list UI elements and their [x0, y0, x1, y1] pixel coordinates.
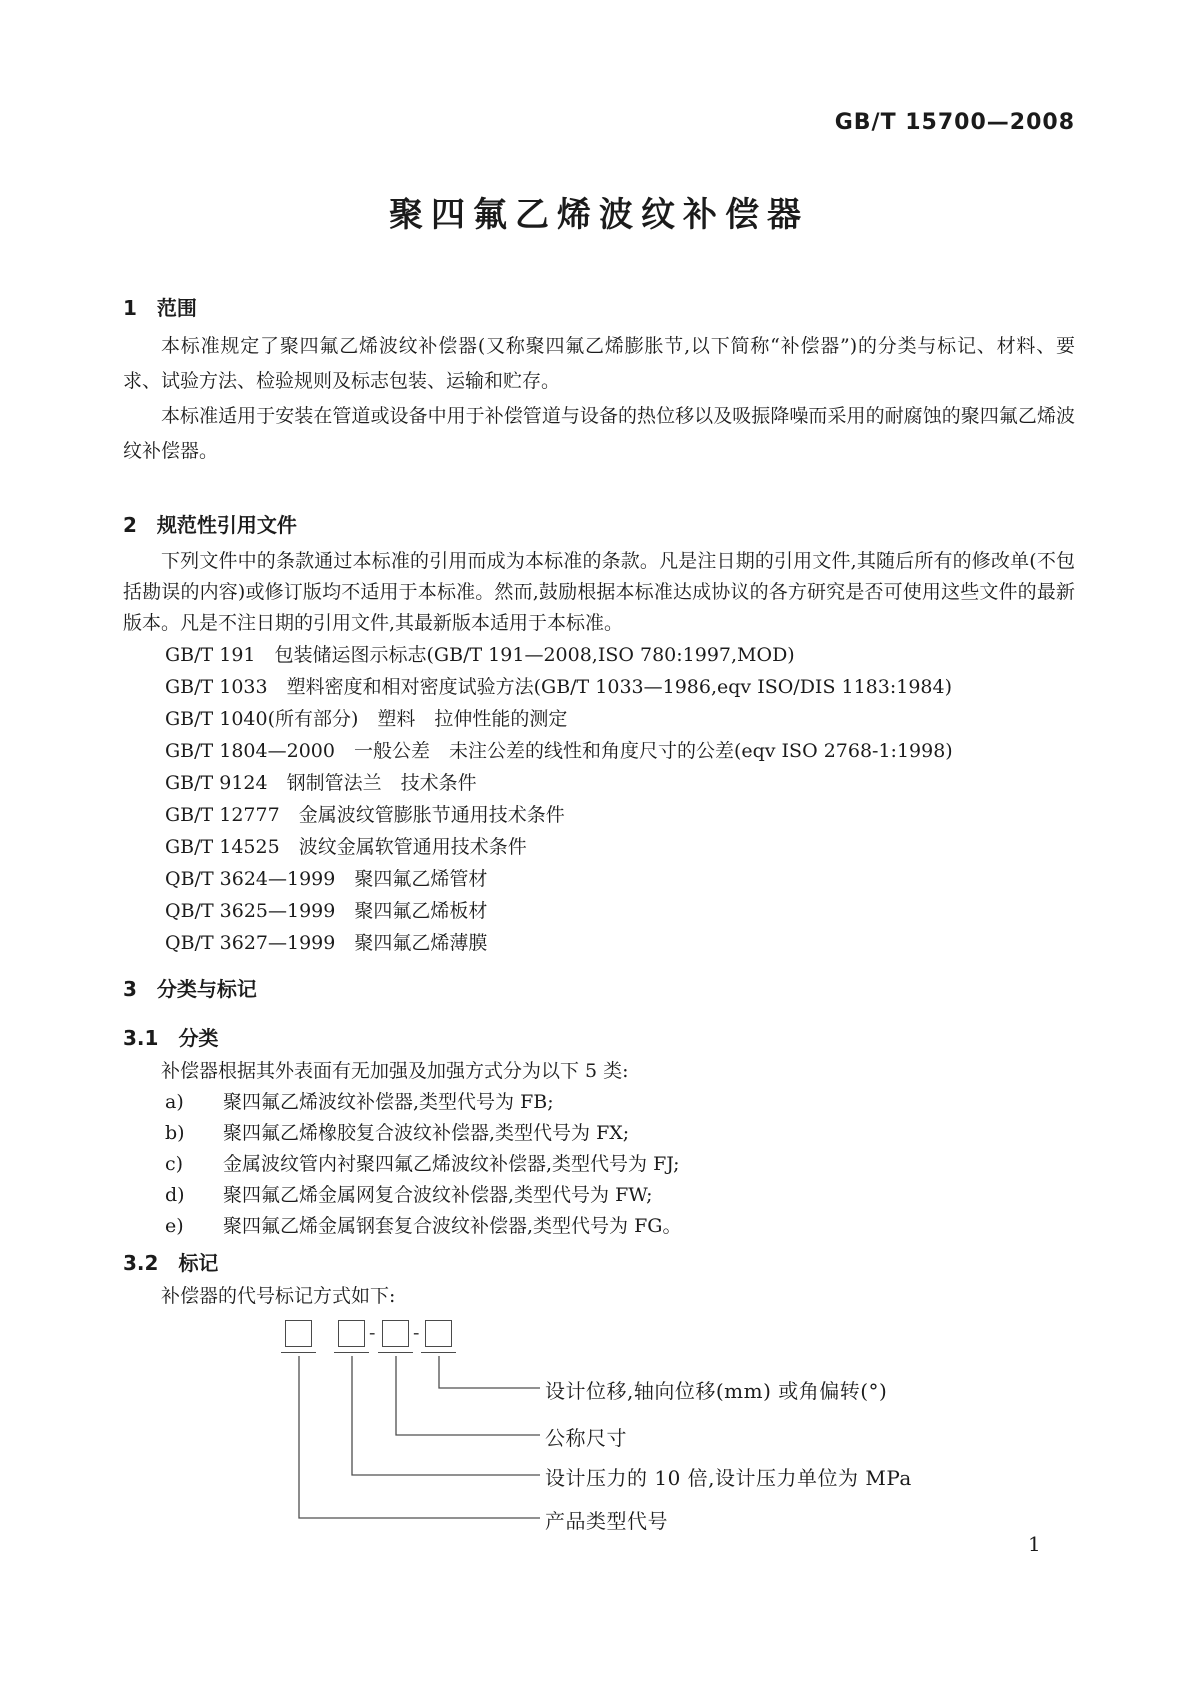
section-1-number: 1 [123, 296, 137, 320]
connector-lines [123, 1320, 883, 1548]
code-box-pressure [338, 1320, 365, 1347]
list-item [123, 1149, 1075, 1180]
section-1-paragraph-1: 本标准规定了聚四氟乙烯波纹补偿器(又称聚四氟乙烯膨胀节,以下简称“补偿器”)的分类与标记、材料、要求、试验方法、检验规则及标志包装、运输和贮存。 [123, 335, 1075, 392]
diagram-label-nominal-size: 公称尺寸 [545, 1426, 627, 1450]
section-1-title: 范围 [156, 296, 197, 320]
list-item [123, 1118, 1075, 1149]
code-box-displacement [425, 1320, 452, 1347]
list-item-text: 聚四氟乙烯金属网复合波纹补偿器,类型代号为 FW; [223, 1184, 653, 1206]
section-2-paragraph-1: 下列文件中的条款通过本标准的引用而成为本标准的条款。凡是注日期的引用文件,其随后所有的修改单(不包括勘误的内容)或修订版均不适用于本标准。然而,鼓励根据本标准达成协议的各方研究是否可使用这些文件的最新版本。凡是不注日期的引用文件,其最新版本适用于本标准。 [123, 550, 1075, 634]
section-3-1-number: 3.1 [123, 1026, 159, 1050]
section-3-1-heading [123, 1022, 1075, 1051]
list-item-text: 金属波纹管内衬聚四氟乙烯波纹补偿器,类型代号为 FJ; [223, 1153, 680, 1175]
standard-code: GB/T 15700—2008 [834, 110, 1075, 135]
section-2-title: 规范性引用文件 [156, 513, 297, 537]
designation-intro: 补偿器的代号标记方式如下: [161, 1285, 396, 1307]
reference-item: GB/T 1804—2000 一般公差 未注公差的线性和角度尺寸的公差(eqv ISO 2768-1:1998) [165, 740, 953, 762]
section-3-2-heading [123, 1247, 1075, 1276]
reference-item: GB/T 14525 波纹金属软管通用技术条件 [165, 836, 527, 858]
list-item-text: 聚四氟乙烯波纹补偿器,类型代号为 FB; [223, 1091, 554, 1113]
reference-item: GB/T 191 包装储运图示标志(GB/T 191—2008,ISO 780:1997,MOD) [165, 644, 795, 666]
page-number: 1 [1028, 1532, 1041, 1556]
hyphen-separator: - [413, 1322, 420, 1344]
section-3-2-title: 标记 [178, 1251, 219, 1275]
code-box-nominal-size [382, 1320, 409, 1347]
reference-item: GB/T 1040(所有部分) 塑料 拉伸性能的测定 [165, 708, 568, 730]
list-item-marker: c) [165, 1153, 184, 1175]
reference-item: GB/T 9124 钢制管法兰 技术条件 [165, 772, 477, 794]
list-item-marker: b) [165, 1122, 185, 1144]
list-item [123, 1211, 1075, 1242]
section-2-number: 2 [123, 513, 137, 537]
list-item-marker: a) [165, 1091, 184, 1113]
reference-item: QB/T 3625—1999 聚四氟乙烯板材 [165, 900, 488, 922]
section-3-number: 3 [123, 977, 137, 1001]
list-item-text: 聚四氟乙烯橡胶复合波纹补偿器,类型代号为 FX; [223, 1122, 630, 1144]
reference-item: GB/T 1033 塑料密度和相对密度试验方法(GB/T 1033—1986,eqv ISO/DIS 1183:1984) [165, 676, 953, 698]
section-1-paragraph-2: 本标准适用于安装在管道或设备中用于补偿管道与设备的热位移以及吸振降噪而采用的耐腐蚀的聚四氟乙烯波纹补偿器。 [123, 405, 1075, 462]
hyphen-separator: - [369, 1322, 376, 1344]
designation-code-diagram [123, 1320, 1075, 1548]
list-item-text: 聚四氟乙烯金属钢套复合波纹补偿器,类型代号为 FG。 [223, 1215, 682, 1237]
section-3-title: 分类与标记 [156, 977, 257, 1001]
list-item-marker: e) [165, 1215, 184, 1237]
list-item-marker: d) [165, 1184, 185, 1206]
reference-item: QB/T 3627—1999 聚四氟乙烯薄膜 [165, 932, 488, 954]
section-2-heading [123, 509, 1075, 538]
diagram-label-pressure: 设计压力的 10 倍,设计压力单位为 MPa [545, 1466, 912, 1490]
list-item [123, 1180, 1075, 1211]
section-1-heading [123, 292, 1075, 321]
diagram-label-displacement: 设计位移,轴向位移(mm) 或角偏转(°) [545, 1379, 888, 1403]
diagram-label-product-type: 产品类型代号 [545, 1509, 668, 1533]
classification-intro: 补偿器根据其外表面有无加强及加强方式分为以下 5 类: [161, 1060, 629, 1082]
section-3-heading [123, 973, 1075, 1002]
list-item [123, 1087, 1075, 1118]
reference-item: GB/T 12777 金属波纹管膨胀节通用技术条件 [165, 804, 565, 826]
document-title: 聚四氟乙烯波纹补偿器 [389, 195, 809, 235]
normative-references-list [123, 639, 1075, 959]
text-block [123, 0, 1075, 1548]
classification-list [123, 1087, 1075, 1242]
reference-item: QB/T 3624—1999 聚四氟乙烯管材 [165, 868, 488, 890]
section-3-2-number: 3.2 [123, 1251, 159, 1275]
code-box-product-type [285, 1320, 312, 1347]
section-3-1-title: 分类 [178, 1026, 219, 1050]
